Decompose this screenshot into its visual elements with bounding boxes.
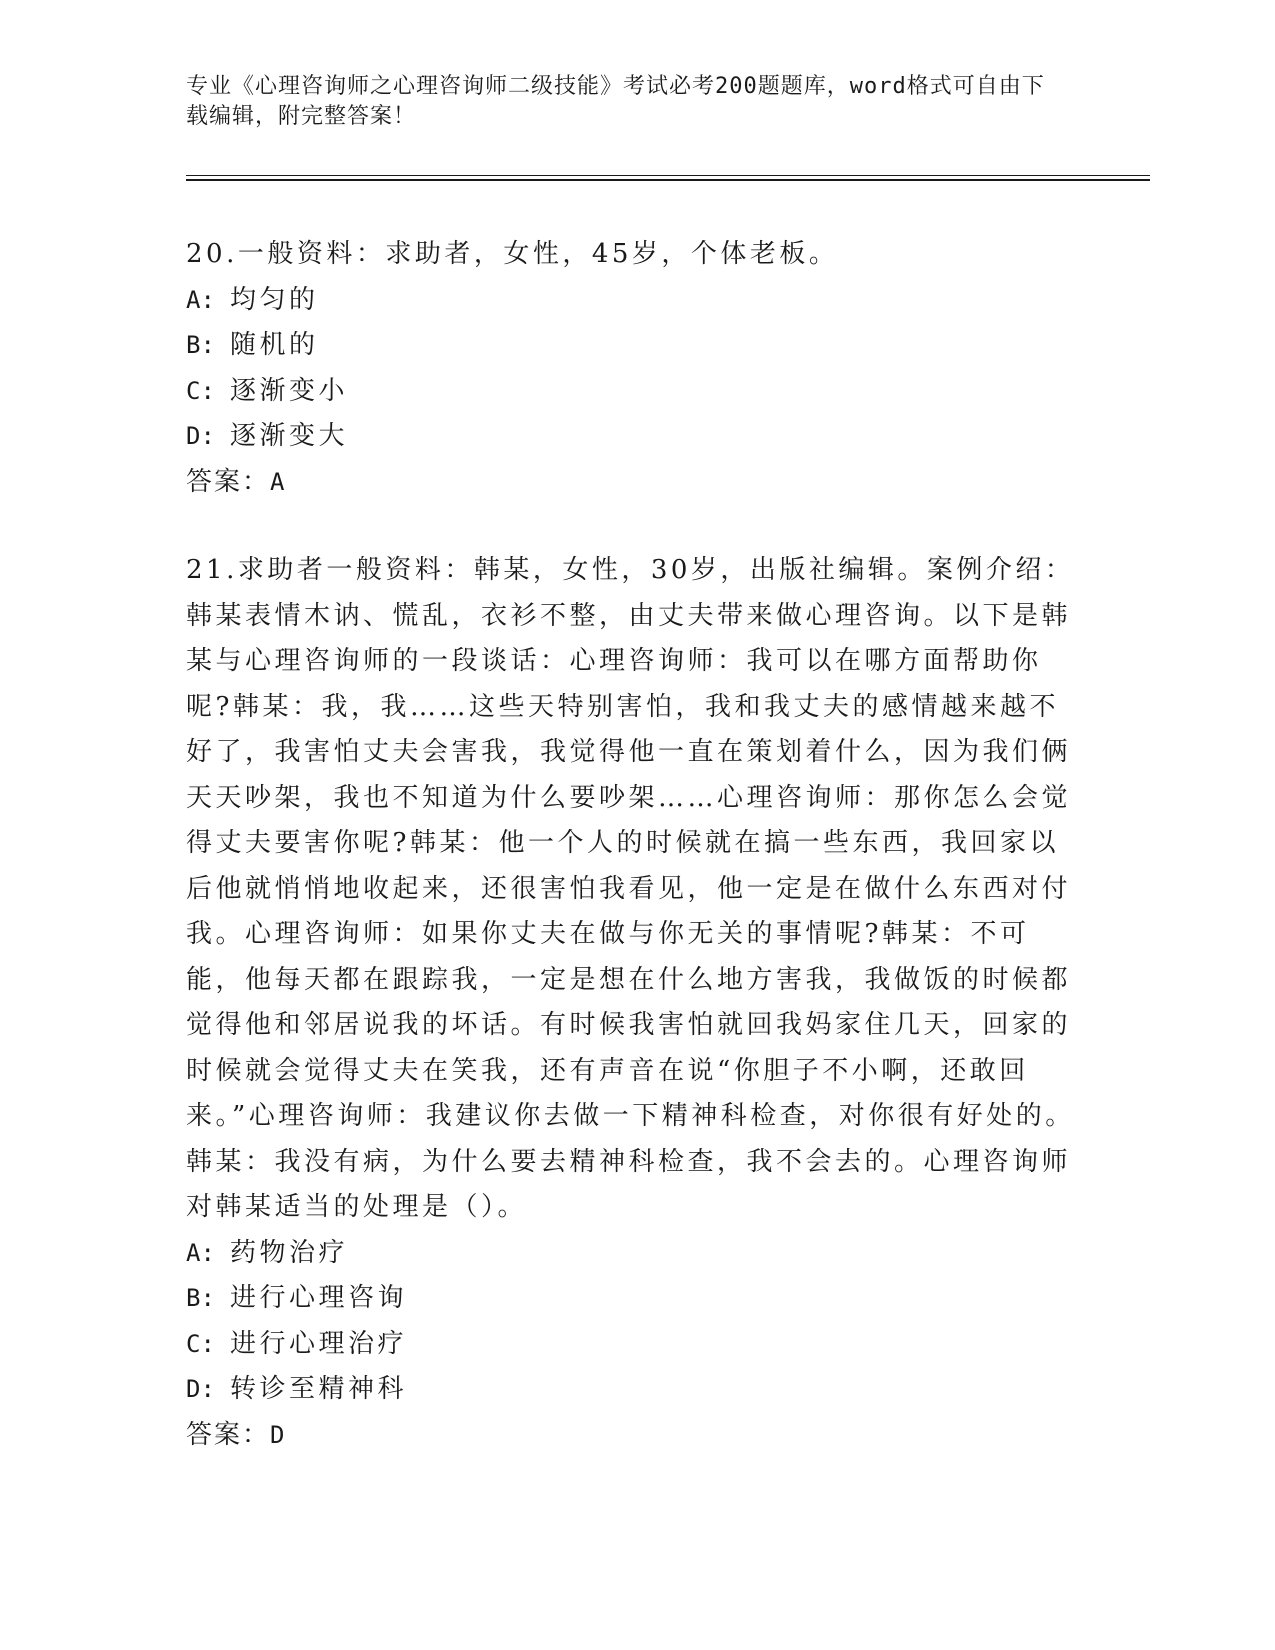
option-letter: C: <box>186 1329 215 1358</box>
option-a <box>186 1231 1086 1277</box>
page-header-title: 专业《心理咨询师之心理咨询师二级技能》考试必考200题题库，word格式可自由下载编辑，附完整答案！ <box>186 74 1045 129</box>
question-21 <box>186 548 1086 1458</box>
option-b <box>186 1276 1086 1322</box>
option-d <box>186 414 1086 460</box>
option-text: 逐渐变大 <box>230 421 349 451</box>
option-text: 进行心理咨询 <box>230 1283 408 1313</box>
header-divider-thick <box>186 179 1150 181</box>
answer-label: 答案： <box>186 466 271 497</box>
option-a <box>186 278 1086 324</box>
question-stem: 20.一般资料：求助者，女性，45岁，个体老板。 <box>186 239 839 269</box>
answer-value: A <box>270 467 287 496</box>
question-stem: 21.求助者一般资料：韩某，女性，30岁，出版社编辑。案例介绍：韩某表情木讷、慌乱，衣衫不整，由丈夫带来做心理咨询。以下是韩某与心理咨询师的一段谈话：心理咨询师：我可以在哪方面帮助你呢?韩某：我，我……这些天特别害怕，我和我丈夫的感情越来越不好了，我害怕丈夫会害我，我觉得他一直在策划着什么，因为我们俩天天吵架，我也不知道为什么要吵架……心理咨询师：那你怎么会觉得丈夫要害你呢?韩某：他一个人的时候就在搞一些东西，我回家以后他就悄悄地收起来，还很害怕我看见，他一定是在做什么东西对付我。心理咨询师：如果你丈夫在做与你无关的事情呢?韩某：不可能，他每天都在跟踪我，一定是想在什么地方害我，我做饭的时候都觉得他和邻居说我的坏话。有时候我害怕就回我妈家住几天，回家的时候就会觉得丈夫在笑我，还有声音在说“你胆子不小啊，还敢回来。”心理咨询师：我建议你去做一下精神科检查，对你很有好处的。韩某：我没有病，为什么要去精神科检查，我不会去的。心理咨询师对韩某适当的处理是（）。 <box>186 555 1075 1222</box>
option-letter: C: <box>186 376 215 405</box>
option-letter: B: <box>186 1284 215 1312</box>
option-c <box>186 1322 1086 1368</box>
option-d <box>186 1367 1086 1413</box>
header-divider-thin <box>186 175 1150 176</box>
option-c <box>186 369 1086 415</box>
option-letter: B: <box>186 331 215 359</box>
option-text: 药物治疗 <box>230 1237 349 1268</box>
answer-value: D <box>270 1420 287 1449</box>
option-text: 进行心理治疗 <box>230 1328 408 1359</box>
option-text: 逐渐变小 <box>230 375 349 406</box>
option-letter: A: <box>186 1238 215 1267</box>
option-letter: A: <box>186 285 215 314</box>
answer-line <box>186 1413 1086 1459</box>
option-b <box>186 323 1086 369</box>
option-letter: D: <box>186 1375 215 1403</box>
option-letter: D: <box>186 422 215 450</box>
answer-line <box>186 460 1086 506</box>
option-text: 转诊至精神科 <box>230 1374 408 1404</box>
option-text: 随机的 <box>230 330 319 360</box>
answer-label: 答案： <box>186 1419 271 1450</box>
option-text: 均匀的 <box>230 284 319 315</box>
question-20 <box>186 232 1086 505</box>
